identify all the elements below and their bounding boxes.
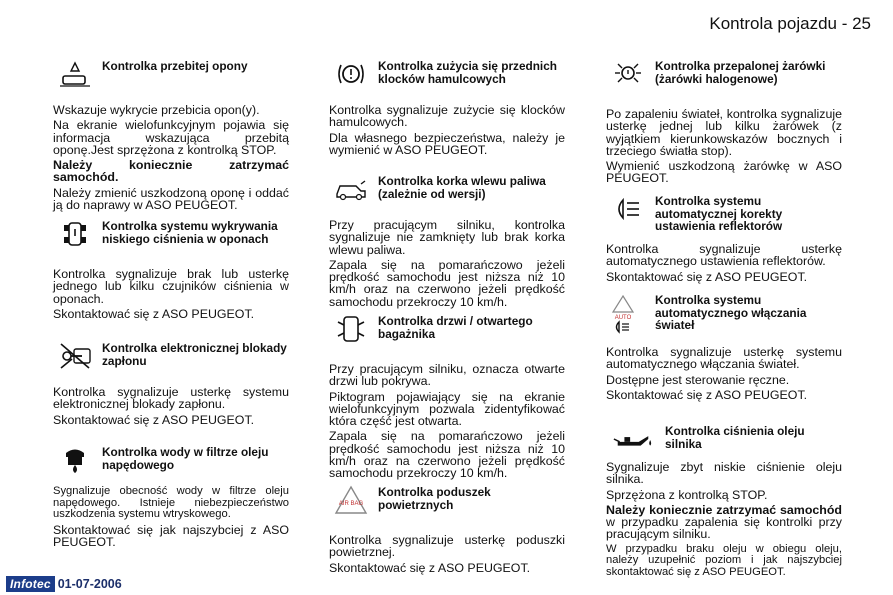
paragraph: Dostępne jest sterowanie ręczne. [606, 372, 790, 387]
section-title: Kontrolka systemu automatycznej korekty ustawienia reflektorów [655, 194, 783, 233]
paragraph: Kontrolka sygnalizuje usterkę poduszki powietrznej. [329, 533, 565, 560]
warning-text: Należy koniecznie zatrzymać samochód [606, 502, 842, 517]
section-title: Kontrolka wody w filtrze oleju napędowego [102, 445, 269, 472]
paragraph: Po zapaleniu świateł, kontrolka sygnalizuje usterkę jednej lub kilku żarówek (z wyjątkiem kierunkowskazów bocznych i trzeciego światła stop). [606, 107, 842, 158]
headlamp-levelling-icon [606, 193, 650, 225]
paragraph: Kontrolka sygnalizuje usterkę systemu elektronicznej blokady zapłonu. [53, 385, 289, 412]
paragraph: Kontrolka sygnalizuje zużycie się klocków hamulcowych. [329, 103, 565, 130]
paragraph: W przypadku braku oleju w obiegu oleju, należy uzupełnić poziom i jak najszybciej skontaktować się z ASO PEUGEOT. [606, 542, 842, 578]
section-title: Kontrolka systemu wykrywania niskiego ciśnienia w oponach [102, 219, 278, 246]
brand-logo: Infotec [6, 576, 55, 592]
column-right [606, 58, 842, 582]
section-oil-pressure [606, 423, 842, 579]
water-in-fuel-icon [53, 444, 97, 476]
section-title: Kontrolka ciśnienia oleju silnika [665, 424, 805, 451]
paragraph: Zapala się na pomarańczowo jeżeli prędkość samochodu jest niższa niż 10 km/h oraz na czerwono jeżeli prędkość samochodu przekroczy 10 km/h. [329, 257, 565, 309]
paragraph: Skontaktować się z ASO PEUGEOT. [606, 387, 808, 402]
paragraph: Kontrolka sygnalizuje usterkę systemu automatycznego włączania świateł. [606, 345, 842, 372]
paragraph: Przy pracującym silniku, kontrolka sygnalizuje nie zamknięty lub brak korka wlewu paliwa. [329, 218, 565, 257]
paragraph-warning: Należy koniecznie zatrzymać samochód. [53, 158, 289, 185]
paragraph: Sprzężona z kontrolką STOP. [606, 487, 768, 502]
section-water-in-fuel [53, 444, 289, 548]
section-doors-open [329, 313, 565, 484]
print-date: 01-07-2006 [57, 577, 122, 591]
section-brake-pads [329, 58, 565, 173]
airbag-icon-label: AIR BAG [338, 501, 364, 507]
section-title: Kontrolka przepalonej żarówki (żarówki halogenowe) [655, 59, 826, 86]
section-auto-lights [606, 292, 842, 423]
paragraph: Wymienić uszkodzoną żarówkę w ASO PEUGEOT. [606, 159, 842, 186]
paragraph: Skontaktować się z ASO PEUGEOT. [329, 560, 531, 575]
paragraph: Skontaktować się z ASO PEUGEOT. [606, 269, 808, 284]
paragraph: Należy zmienić uszkodzoną oponę i oddać ją do naprawy w ASO PEUGEOT. [53, 185, 289, 213]
column-left [53, 58, 289, 551]
paragraph: Kontrolka sygnalizuje usterkę automatycznego ustawienia reflektorów. [606, 242, 842, 269]
section-title: Kontrolka systemu automatycznego włączania świateł [655, 293, 807, 332]
paragraph: Dla własnego bezpieczeństwa, należy je wymienić w ASO PEUGEOT. [329, 130, 565, 157]
flat-tyre-icon [53, 58, 97, 90]
oil-pressure-icon [606, 423, 660, 455]
section-title: Kontrolka drzwi / otwartego bagażnika [378, 314, 533, 341]
paragraph: Skontaktować się z ASO PEUGEOT. [53, 306, 255, 321]
section-fuel-cap [329, 173, 565, 313]
page-title: Kontrola pojazdu - 25 [709, 14, 871, 33]
section-immobiliser [53, 340, 289, 444]
brake-pad-wear-icon [329, 58, 373, 90]
paragraph-continuation: w przypadku zapalenia się kontrolki przy pracującym silniku. [606, 515, 842, 542]
door-open-icon [329, 313, 373, 345]
airbag-icon [329, 484, 373, 516]
paragraph: Zapala się na pomarańczowo jeżeli prędkość samochodu jest niższa niż 10 km/h oraz na czerwono jeżeli prędkość samochodu przekroczy 10 km/h. [329, 429, 565, 481]
section-title: Kontrolka elektronicznej blokady zapłonu [102, 341, 287, 368]
paragraph: Skontaktować się z ASO PEUGEOT. [53, 412, 255, 427]
immobiliser-key-icon [53, 340, 97, 372]
fuel-cap-icon [329, 173, 373, 205]
paragraph: Sygnalizuje zbyt niskie ciśnienie oleju silnika. [606, 460, 842, 487]
auto-lights-icon-label: AUTO [614, 315, 632, 321]
paragraph: Kontrolka sygnalizuje brak lub usterkę jednego lub kilku czujników ciśnienia w oponach. [53, 267, 289, 306]
paragraph: Piktogram pojawiający się na ekranie wielofunkcyjnym pozwala zidentyfikować która część jest otwarta. [329, 389, 565, 429]
paragraph: Przy pracującym silniku, oznacza otwarte drzwi lub pokrywa. [329, 362, 565, 389]
section-title: Kontrolka zużycia się przednich klocków hamulcowych [378, 59, 557, 86]
section-tyre-pressure [53, 218, 289, 340]
section-flat-tyre [53, 58, 289, 218]
bulb-failure-icon [606, 58, 650, 90]
paragraph: Sygnalizuje obecność wody w filtrze oleju napędowego. Istnieje niebezpieczeństwo uszkodzenia systemu wtryskowego. [53, 485, 289, 521]
paragraph: Na ekranie wielofunkcyjnym pojawia się informacja wskazująca przebitą oponę.Jest sprzężona z kontrolką STOP. [53, 118, 289, 157]
paragraph: Wskazuje wykrycie przebicia opon(y). [53, 103, 260, 117]
paragraph: Skontaktować się jak najszybciej z ASO PEUGEOT. [53, 522, 289, 550]
auto-lights-icon [606, 292, 650, 336]
section-title: Kontrolka przebitej opony [102, 59, 248, 73]
paragraph [606, 504, 842, 541]
section-headlamp-levelling [606, 193, 842, 292]
section-bulb-failure [606, 58, 842, 193]
column-middle [329, 58, 565, 577]
section-title: Kontrolka korka wlewu paliwa (zależnie od wersji) [378, 174, 546, 201]
footer [6, 576, 122, 592]
section-airbag [329, 484, 565, 574]
section-title: Kontrolka poduszek powietrznych [378, 485, 491, 512]
tyre-pressure-icon [53, 218, 97, 250]
